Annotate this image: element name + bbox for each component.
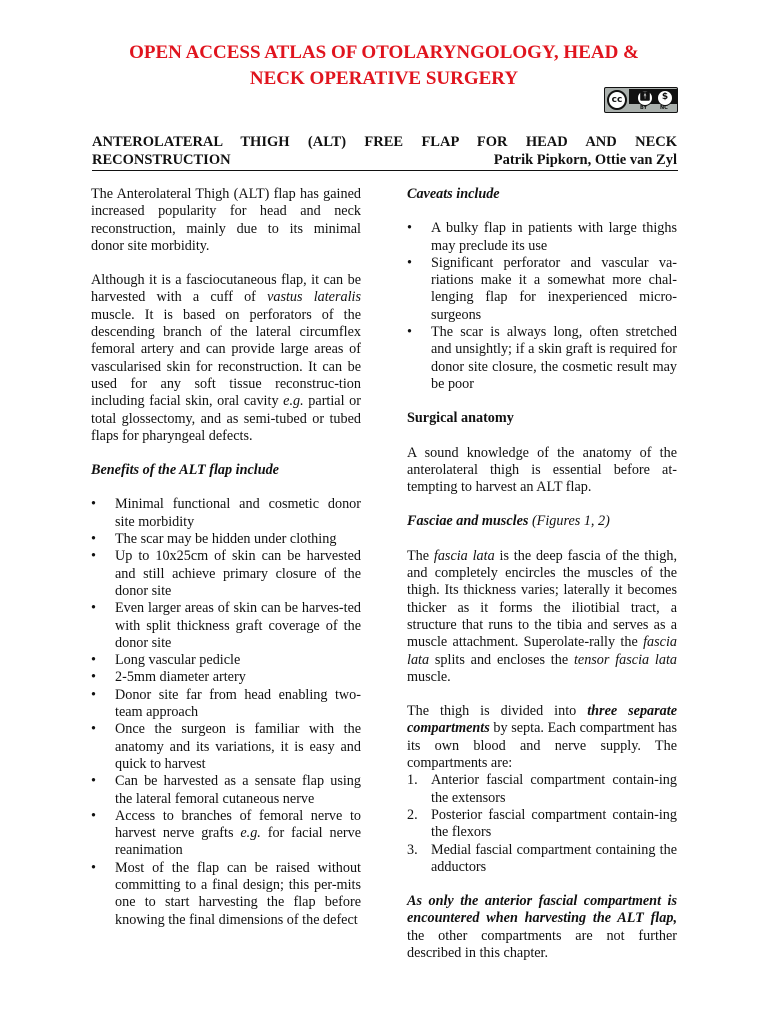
- left-column: [91, 186, 361, 929]
- atlas-header: [60, 40, 708, 92]
- by-label: BY: [640, 105, 648, 111]
- anatomy-paragraph: A sound knowledge of the anatomy of the anterolateral thigh is essential before at-tempting to harvest an ALT flap.: [407, 444, 677, 496]
- fascia-lata-paragraph: The fascia lata is the deep fascia of the thigh, and completely encircles the muscles of the thigh. Its thickness varies; laterally it becomes thicker as it forms the iliotibial tract, a structure that runs to the tibia and serves as a muscle attachment. Superolate-rally the fascia lata splits and encloses the tensor fascia lata muscle.: [407, 547, 677, 685]
- title-divider: [92, 170, 678, 171]
- atlas-title-line-1: OPEN ACCESS ATLAS OF OTOLARYNGOLOGY, HEAD &: [129, 42, 639, 63]
- atlas-title-line-2: NECK OPERATIVE SURGERY: [249, 68, 519, 89]
- list-item: • Once the surgeon is familiar with the anatomy and its variations, it is easy and quick to harvest: [91, 721, 361, 772]
- surgical-anatomy-heading: Surgical anatomy: [407, 410, 514, 427]
- cc-icon: cc: [607, 90, 627, 110]
- chapter-title-line-1: ANTEROLATERAL THIGH (ALT) FREE FLAP FOR HEAD AND NECK: [92, 134, 677, 150]
- right-column: [407, 186, 677, 962]
- list-item: • The scar is always long, often stretched and unsightly; if a skin graft is required for donor site closure, the cosmetic result may be poor: [407, 324, 677, 392]
- list-item: 2. Posterior fascial compartment contain-ing the flexors: [407, 806, 677, 841]
- list-item: • 2-5mm diameter artery: [91, 669, 246, 686]
- final-paragraph: As only the anterior fascial compartment is encountered when harvesting the ALT flap, the other compartments are not further described in this chapter.: [407, 893, 677, 961]
- benefits-heading: Benefits of the ALT flap include: [91, 462, 279, 479]
- noncommercial-icon: $: [657, 90, 673, 106]
- list-item: • Even larger areas of skin can be harves-ted with split thickness graft coverage of the donor site: [91, 600, 361, 651]
- list-item: • Significant perforator and vascular va-riations make it a somewhat more chal-lenging flap for inexperienced micro-surgeons: [407, 254, 677, 323]
- compartments-list: [407, 772, 677, 876]
- chapter-title: [92, 133, 677, 169]
- fasciocutaneous-paragraph: Although it is a fasciocutaneous flap, it can be harvested with a cuff of vastus lateralis muscle. It is based on perforators of the descending branch of the lateral circumflex femoral artery and can provide large areas of vascularised skin for reconstruction. It can be used for any soft tissue reconstruc-tion including facial skin, oral cavity e.g. partial or total glossectomy, and as semi-tubed or tubed flaps for pharyngeal defects.: [91, 272, 361, 444]
- fasciae-heading: Fasciae and muscles (Figures 1, 2): [407, 513, 610, 530]
- list-item: • Can be harvested as a sensate flap using the lateral femoral cutaneous nerve: [91, 773, 361, 807]
- benefits-list: [91, 496, 361, 928]
- list-item: 3. Medial fascial compartment containing the adductors: [407, 841, 677, 875]
- intro-paragraph: The Anterolateral Thigh (ALT) flap has gained increased popularity for head and neck reconstruction, mainly due to its minimal donor site morbidity.: [91, 186, 361, 254]
- list-item: 1. Anterior fascial compartment contain-ing the extensors: [407, 772, 677, 806]
- list-item: • Minimal functional and cosmetic donor site morbidity: [91, 496, 361, 530]
- list-item: • A bulky flap in patients with large thighs may preclude its use: [407, 220, 677, 254]
- list-item: • The scar may be hidden under clothing: [91, 531, 337, 548]
- list-item: • Most of the flap can be raised without committing to a final design; this per-mits one to start harvesting the flap before knowing the final dimensions of the defect: [91, 859, 361, 928]
- list-item: • Long vascular pedicle: [91, 652, 241, 669]
- list-item: • Up to 10x25cm of skin can be harvested and still achieve primary closure of the donor site: [91, 548, 361, 599]
- list-item: • Access to branches of femoral nerve to harvest nerve grafts e.g. for facial nerve reanimation: [91, 807, 361, 859]
- cc-license-badge[interactable]: [604, 87, 678, 113]
- nc-label: NC: [660, 105, 668, 111]
- caveats-list: [407, 220, 677, 393]
- authors: Patrik Pipkorn, Ottie van Zyl: [493, 152, 677, 168]
- attribution-person-icon: 🚹︎: [637, 90, 653, 106]
- compartments-paragraph: The thigh is divided into three separate compartments by septa. Each compartment has its own blood and nerve supply. The compartments are:: [407, 703, 678, 772]
- chapter-title-line-2: RECONSTRUCTION: [92, 152, 231, 168]
- caveats-heading: Caveats include: [407, 186, 500, 202]
- list-item: • Donor site far from head enabling two-team approach: [91, 686, 361, 721]
